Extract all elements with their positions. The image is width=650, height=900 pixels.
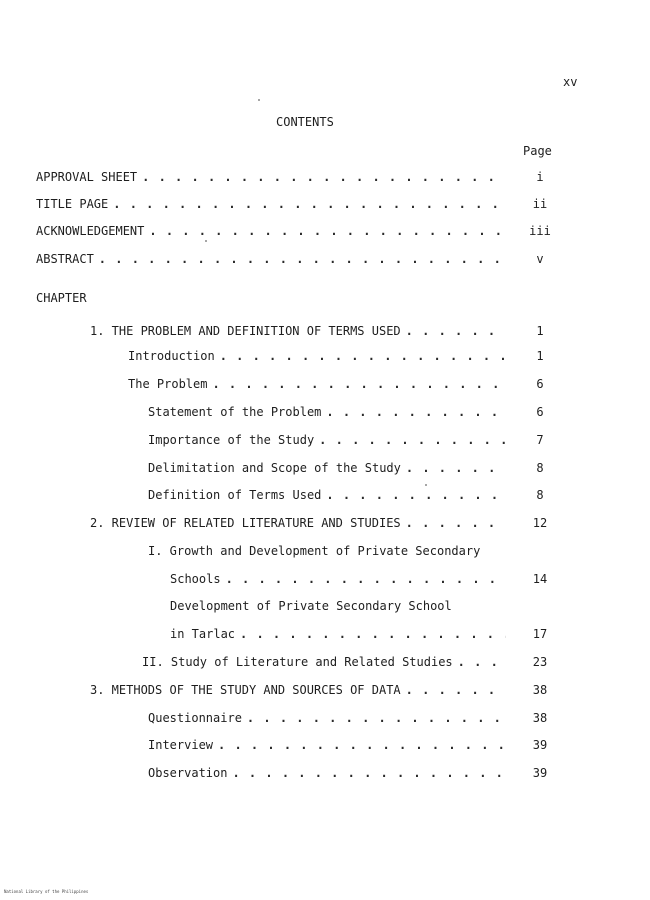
toc-entry-page: ii xyxy=(532,197,548,211)
toc-entry-label: Observation xyxy=(148,766,228,780)
toc-entry-label: The Problem xyxy=(128,377,208,391)
toc-entry-page: 39 xyxy=(532,766,548,780)
scan-speck xyxy=(258,99,260,101)
toc-entry-tarlac-line2 xyxy=(170,625,506,643)
toc-entry-label: in Tarlac xyxy=(170,627,236,641)
toc-entry-label: Importance of the Study xyxy=(148,433,315,447)
toc-entry-label: ACKNOWLEDGEMENT xyxy=(36,224,145,238)
toc-entry-growth-development-line1: I. Growth and Development of Private Secondary xyxy=(148,544,481,558)
toc-entry-statement-of-problem xyxy=(148,403,506,421)
toc-entry-abstract xyxy=(36,250,506,268)
toc-entry-questionnaire xyxy=(148,709,506,727)
dot-leader xyxy=(458,653,506,671)
contents-title: CONTENTS xyxy=(276,115,334,129)
toc-entry-study-of-literature xyxy=(142,653,506,671)
scan-speck xyxy=(425,484,427,486)
dot-leader xyxy=(319,431,506,449)
toc-entry-the-problem xyxy=(128,375,506,393)
toc-entry-delimitation-scope xyxy=(148,459,506,477)
toc-entry-page: 1 xyxy=(536,324,544,338)
dot-leader xyxy=(406,514,506,532)
dot-leader xyxy=(218,736,506,754)
dot-leader xyxy=(406,322,506,340)
toc-entry-definition-of-terms xyxy=(148,486,506,504)
dot-leader xyxy=(326,403,506,421)
toc-entry-label: Statement of the Problem xyxy=(148,405,322,419)
toc-entry-page: 8 xyxy=(536,461,544,475)
toc-entry-importance-of-study xyxy=(148,431,506,449)
toc-entry-page: 8 xyxy=(536,488,544,502)
toc-entry-label: II. Study of Literature and Related Studies xyxy=(142,655,453,669)
toc-entry-chapter-2 xyxy=(90,514,506,532)
toc-entry-label: 1. THE PROBLEM AND DEFINITION OF TERMS USED xyxy=(90,324,401,338)
toc-entry-growth-development-line2 xyxy=(170,570,506,588)
toc-entry-label: APPROVAL SHEET xyxy=(36,170,138,184)
toc-entry-label: Delimitation and Scope of the Study xyxy=(148,461,401,475)
toc-entry-label: 2. REVIEW OF RELATED LITERATURE AND STUDIES xyxy=(90,516,401,530)
toc-entry-page: 12 xyxy=(532,516,548,530)
scan-footer-text: National Library of the Philippines xyxy=(4,889,89,894)
toc-entry-page: 6 xyxy=(536,405,544,419)
dot-leader xyxy=(142,168,506,186)
dot-leader xyxy=(232,764,506,782)
dot-leader xyxy=(406,681,506,699)
toc-entry-page: v xyxy=(536,252,544,266)
scan-speck xyxy=(205,240,207,242)
toc-entry-interview xyxy=(148,736,506,754)
dot-leader xyxy=(240,625,506,643)
toc-entry-chapter-1 xyxy=(90,322,506,340)
toc-entry-title-page xyxy=(36,195,506,213)
toc-entry-page: 14 xyxy=(532,572,548,586)
toc-entry-label: Definition of Terms Used xyxy=(148,488,322,502)
toc-entry-tarlac-line1: Development of Private Secondary School xyxy=(170,599,452,613)
toc-entry-observation xyxy=(148,764,506,782)
dot-leader xyxy=(220,347,506,365)
page-number: xv xyxy=(563,75,578,89)
toc-entry-approval-sheet xyxy=(36,168,506,186)
chapter-header: CHAPTER xyxy=(36,291,87,305)
toc-entry-label: 3. METHODS OF THE STUDY AND SOURCES OF DATA xyxy=(90,683,401,697)
toc-entry-label: Interview xyxy=(148,738,214,752)
toc-entry-page: 17 xyxy=(532,627,548,641)
dot-leader xyxy=(326,486,506,504)
toc-entry-introduction xyxy=(128,347,506,365)
toc-entry-label: Schools xyxy=(170,572,221,586)
toc-entry-page: 1 xyxy=(536,349,544,363)
toc-entry-acknowledgement xyxy=(36,222,506,240)
dot-leader xyxy=(226,570,506,588)
dot-leader xyxy=(247,709,506,727)
toc-entry-page: 23 xyxy=(532,655,548,669)
dot-leader xyxy=(406,459,506,477)
toc-entry-page: i xyxy=(536,170,544,184)
toc-entry-chapter-3 xyxy=(90,681,506,699)
toc-entry-page: 7 xyxy=(536,433,544,447)
dot-leader xyxy=(99,250,506,268)
toc-entry-page: 38 xyxy=(532,711,548,725)
toc-entry-label: TITLE PAGE xyxy=(36,197,109,211)
toc-entry-page: 39 xyxy=(532,738,548,752)
toc-entry-page: iii xyxy=(529,224,551,238)
toc-entry-page: 6 xyxy=(536,377,544,391)
dot-leader xyxy=(113,195,506,213)
toc-entry-page: 38 xyxy=(532,683,548,697)
dot-leader xyxy=(212,375,506,393)
toc-entry-label: ABSTRACT xyxy=(36,252,94,266)
toc-entry-label: Introduction xyxy=(128,349,215,363)
dot-leader xyxy=(149,222,506,240)
page-column-header: Page xyxy=(523,144,552,158)
toc-entry-label: Questionnaire xyxy=(148,711,242,725)
